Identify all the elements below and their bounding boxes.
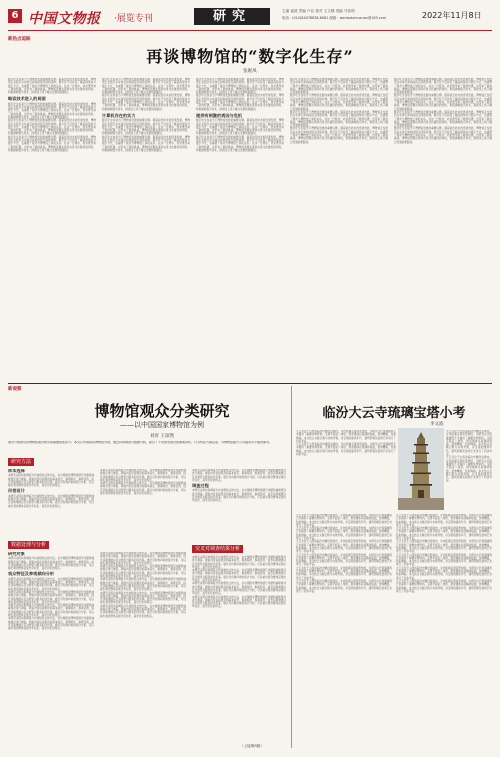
vertical-divider: [291, 386, 292, 748]
article2-col1: 样本选择 本研究采用问卷调查与访谈相结合的方法，在中国国家博物馆展厅内随机抽取观众进行调查。调查内容包括观众的基本信息、参观频次、参观目的、信息获取渠道以及对展览与服务的评价等。通过对有效问卷的统计分析，可以看出观众群体呈现出年轻化、高学历化的特点。 问卷设计 本研究采用问卷调查与访谈相结合的方法，在中国国家博物馆展厅内随机抽取观众进行调查。调查内容包括观众的基本信息、参观频次、参观目的、信息获取渠道以及对展览与服务的评价等。通过对有效问卷的统计分析，可以看出观众群体呈现出年轻化、高学历化的特点。: [8, 469, 94, 508]
article1-title: 再谈博物馆的“数字化生存”: [146, 47, 354, 66]
contact-line: 电话：(010)84078838-6081 邮箱：wenbotxmuzuan@163.com: [282, 16, 387, 20]
article2-title: 博物馆观众分类研究: [94, 402, 230, 420]
article1-col3: 数字化生存是当下博物馆发展的重要议题。随着信息技术的迅速发展，博物馆正在经历从实体空间向虚拟空间的延伸。数字化不仅改变了藏品的保存与展示方式，也重塑了观众与博物馆之间的关系。在这一过程中，技术既带来了新的机遇，也带来了新的挑战。博物馆需要在保持自身文化属性的同时，积极拥抱数字技术，探索线上线下融合发展的新路径。 数字化生存是当下博物馆发展的重要议题。随着信息技术的迅速发展，博物馆正在经历从实体空间向虚拟空间的延伸。数字化不仅改变了藏品的保存与展示方式，也重塑了观众与博物馆之间的关系。在这一过程中，技术既带来了新的机遇，也带来了新的挑战。博物馆需要在保持自身文化属性的同时，积极拥抱数字技术，探索线上线下融合发展的新路径。 提供有刺激的诱因与危机 数字化生存是当下博物馆发展的重要议题。随着信息技术的迅速发展，博物馆正在经历从实体空间向虚拟空间的延伸。数字化不仅改变了藏品的保存与展示方式，也重塑了观众与博物馆之间的关系。在这一过程中，技术既带来了新的机遇，也带来了新的挑战。博物馆需要在保持自身文化属性的同时，积极拥抱数字技术，探索线上线下融合发展的新路径。 数字化生存是当下博物馆发展的重要议题。随着信息技术的迅速发展，博物馆正在经历从实体空间向虚拟空间的延伸。数字化不仅改变了藏品的保存与展示方式，也重塑了观众与博物馆之间的关系。在这一过程中，技术既带来了新的机遇，也带来了新的挑战。博物馆需要在保持自身文化属性的同时，积极拥抱数字技术，探索线上线下融合发展的新路径。: [196, 78, 284, 152]
article2-sub-sample: 样本选择: [8, 469, 25, 473]
banner-text: 研究: [212, 9, 251, 24]
article2-col3: 本研究采用问卷调查与访谈相结合的方法，在中国国家博物馆展厅内随机抽取观众进行调查。调查内容包括观众的基本信息、参观频次、参观目的、信息获取渠道以及对展览与服务的评价等。通过对有效问卷的统计分析，可以看出观众群体呈现出年轻化、高学历化的特点。 调查过程 本研究采用问卷调查与访谈相结合的方法，在中国国家博物馆展厅内随机抽取观众进行调查。调查内容包括观众的基本信息、参观频次、参观目的、信息获取渠道以及对展览与服务的评价等。通过对有效问卷的统计分析，可以看出观众群体呈现出年轻化、高学历化的特点。: [192, 469, 286, 503]
article1-sub1: 略谈技术进入的局面: [8, 96, 46, 102]
editor-line: 主编 崔波 责编 卢弘 校对 王文娜 美编 马佳琪: [282, 9, 355, 13]
article1-col2: 数字化生存是当下博物馆发展的重要议题。随着信息技术的迅速发展，博物馆正在经历从实体空间向虚拟空间的延伸。数字化不仅改变了藏品的保存与展示方式，也重塑了观众与博物馆之间的关系。在这一过程中，技术既带来了新的机遇，也带来了新的挑战。博物馆需要在保持自身文化属性的同时，积极拥抱数字技术，探索线上线下融合发展的新路径。 数字化生存是当下博物馆发展的重要议题。随着信息技术的迅速发展，博物馆正在经历从实体空间向虚拟空间的延伸。数字化不仅改变了藏品的保存与展示方式，也重塑了观众与博物馆之间的关系。在这一过程中，技术既带来了新的机遇，也带来了新的挑战。博物馆需要在保持自身文化属性的同时，积极拥抱数字技术，探索线上线下融合发展的新路径。 计算机存在的实力 数字化生存是当下博物馆发展的重要议题。随着信息技术的迅速发展，博物馆正在经历从实体空间向虚拟空间的延伸。数字化不仅改变了藏品的保存与展示方式，也重塑了观众与博物馆之间的关系。在这一过程中，技术既带来了新的机遇，也带来了新的挑战。博物馆需要在保持自身文化属性的同时，积极拥抱数字技术，探索线上线下融合发展的新路径。 数字化生存是当下博物馆发展的重要议题。随着信息技术的迅速发展，博物馆正在经历从实体空间向虚拟空间的延伸。数字化不仅改变了藏品的保存与展示方式，也重塑了观众与博物馆之间的关系。在这一过程中，技术既带来了新的机遇，也带来了新的挑战。博物馆需要在保持自身文化属性的同时，积极拥抱数字技术，探索线上线下融合发展的新路径。: [102, 78, 190, 152]
article3-col3: 大云寺位于山西省临汾市襄汾县境内，寺内琉璃宝塔造型独特，为研究古代琉璃建筑艺术提供了重要实物资料。宝塔平面呈八角形，塔身通体以琉璃砖贴面，装饰精美，色彩绚丽。本文结合文献记载与实地考察，对宝塔的建造年代、建筑形制及装饰艺术进行了初步考证。 大云寺位于山西省临汾市襄汾县境内，寺内琉璃宝塔造型独特，为研究古代琉璃建筑艺术提供了重要实物资料。宝塔平面呈八角形，塔身通体以琉璃砖贴面，装饰精美，色彩绚丽。本文结合文献记载与实地考察，对宝塔的建造年代、建筑形制及装饰艺术进行了初步考证。 大云寺位于山西省临汾市襄汾县境内，寺内琉璃宝塔造型独特，为研究古代琉璃建筑艺术提供了重要实物资料。宝塔平面呈八角形，塔身通体以琉璃砖贴面，装饰精美，色彩绚丽。本文结合文献记载与实地考察，对宝塔的建造年代、建筑形制及装饰艺术进行了初步考证。 大云寺位于山西省临汾市襄汾县境内，寺内琉璃宝塔造型独特，为研究古代琉璃建筑艺术提供了重要实物资料。宝塔平面呈八角形，塔身通体以琉璃砖贴面，装饰精美，色彩绚丽。本文结合文献记载与实地考察，对宝塔的建造年代、建筑形制及装饰艺术进行了初步考证。 大云寺位于山西省临汾市襄汾县境内，寺内琉璃宝塔造型独特，为研究古代琉璃建筑艺术提供了重要实物资料。宝塔平面呈八角形，塔身通体以琉璃砖贴面，装饰精美，色彩绚丽。本文结合文献记载与实地考察，对宝塔的建造年代、建筑形制及装饰艺术进行了初步考证。 大云寺位于山西省临汾市襄汾县境内，寺内琉璃宝塔造型独特，为研究古代琉璃建筑艺术提供了重要实物资料。宝塔平面呈八角形，塔身通体以琉璃砖贴面，装饰精美，色彩绚丽。本文结合文献记载与实地考察，对宝塔的建造年代、建筑形制及装饰艺术进行了初步考证。: [296, 514, 392, 593]
article3-title: 临汾大云寺琉璃宝塔小考: [322, 406, 466, 421]
article2-sub-subjects: 研究对象: [8, 552, 25, 556]
banner: [194, 8, 270, 25]
article3-col4: 大云寺位于山西省临汾市襄汾县境内，寺内琉璃宝塔造型独特，为研究古代琉璃建筑艺术提供了重要实物资料。宝塔平面呈八角形，塔身通体以琉璃砖贴面，装饰精美，色彩绚丽。本文结合文献记载与实地考察，对宝塔的建造年代、建筑形制及装饰艺术进行了初步考证。 大云寺位于山西省临汾市襄汾县境内，寺内琉璃宝塔造型独特，为研究古代琉璃建筑艺术提供了重要实物资料。宝塔平面呈八角形，塔身通体以琉璃砖贴面，装饰精美，色彩绚丽。本文结合文献记载与实地考察，对宝塔的建造年代、建筑形制及装饰艺术进行了初步考证。 大云寺位于山西省临汾市襄汾县境内，寺内琉璃宝塔造型独特，为研究古代琉璃建筑艺术提供了重要实物资料。宝塔平面呈八角形，塔身通体以琉璃砖贴面，装饰精美，色彩绚丽。本文结合文献记载与实地考察，对宝塔的建造年代、建筑形制及装饰艺术进行了初步考证。 大云寺位于山西省临汾市襄汾县境内，寺内琉璃宝塔造型独特，为研究古代琉璃建筑艺术提供了重要实物资料。宝塔平面呈八角形，塔身通体以琉璃砖贴面，装饰精美，色彩绚丽。本文结合文献记载与实地考察，对宝塔的建造年代、建筑形制及装饰艺术进行了初步考证。 大云寺位于山西省临汾市襄汾县境内，寺内琉璃宝塔造型独特，为研究古代琉璃建筑艺术提供了重要实物资料。宝塔平面呈八角形，塔身通体以琉璃砖贴面，装饰精美，色彩绚丽。本文结合文献记载与实地考察，对宝塔的建造年代、建筑形制及装饰艺术进行了初步考证。 大云寺位于山西省临汾市襄汾县境内，寺内琉璃宝塔造型独特，为研究古代琉璃建筑艺术提供了重要实物资料。宝塔平面呈八角形，塔身通体以琉璃砖贴面，装饰精美，色彩绚丽。本文结合文献记载与实地考察，对宝塔的建造年代、建筑形制及装饰艺术进行了初步考证。: [396, 514, 492, 593]
article2-subtitle: ——以中国国家博物馆为例: [120, 421, 204, 429]
section-divider: [8, 383, 492, 384]
article2-section-methods: 研究方法: [8, 458, 34, 466]
article2-sub-process: 调查过程: [192, 483, 209, 489]
article2-author: 刘青 王琼然: [150, 434, 174, 439]
article2-kicker: 新观察: [8, 387, 22, 392]
article3-author: 李文波: [430, 422, 444, 427]
article1-author: 张妮凤: [243, 69, 257, 74]
article1-kicker: 新热点追踪: [8, 37, 31, 42]
article2-continued: （上接第8版）: [240, 744, 264, 748]
article2-section-analysis: 数据处理与分析: [8, 541, 49, 549]
header-rule: [8, 30, 492, 31]
article2-abstract: 观众分类研究是博物馆观众研究的重要组成部分。本文以中国国家博物馆为例，通过问卷调查与数据分析，探讨了不同类型观众的参观动机、行为特征与满意度，为博物馆提升公共服务水平提供参考。: [8, 441, 273, 444]
page-number: 6: [8, 9, 22, 23]
article2-col2: 本研究采用问卷调查与访谈相结合的方法，在中国国家博物馆展厅内随机抽取观众进行调查。调查内容包括观众的基本信息、参观频次、参观目的、信息获取渠道以及对展览与服务的评价等。通过对有效问卷的统计分析，可以看出观众群体呈现出年轻化、高学历化的特点。 本研究采用问卷调查与访谈相结合的方法，在中国国家博物馆展厅内随机抽取观众进行调查。调查内容包括观众的基本信息、参观频次、参观目的、信息获取渠道以及对展览与服务的评价等。通过对有效问卷的统计分析，可以看出观众群体呈现出年轻化、高学历化的特点。: [100, 469, 186, 496]
page-header: [8, 8, 492, 30]
section-tag: ·展览专刊: [114, 14, 153, 24]
article1-sub2: 计算机存在的实力: [102, 112, 136, 118]
pagoda-icon: [398, 428, 444, 510]
article1-sub3: 提供有刺激的诱因与危机: [196, 112, 243, 118]
pagoda-photo: [398, 428, 444, 510]
issue-date: 2022年11月8日: [422, 11, 482, 20]
article3-col2: 大云寺位于山西省临汾市襄汾县境内，寺内琉璃宝塔造型独特，为研究古代琉璃建筑艺术提供了重要实物资料。宝塔平面呈八角形，塔身通体以琉璃砖贴面，装饰精美，色彩绚丽。本文结合文献记载与实地考察，对宝塔的建造年代、建筑形制及装饰艺术进行了初步考证。 大云寺位于山西省临汾市襄汾县境内，寺内琉璃宝塔造型独特，为研究古代琉璃建筑艺术提供了重要实物资料。宝塔平面呈八角形，塔身通体以琉璃砖贴面，装饰精美，色彩绚丽。本文结合文献记载与实地考察，对宝塔的建造年代、建筑形制及装饰艺术进行了初步考证。: [446, 430, 492, 483]
masthead: 中国文物报: [28, 11, 101, 27]
article1-col1: 数字化生存是当下博物馆发展的重要议题。随着信息技术的迅速发展，博物馆正在经历从实体空间向虚拟空间的延伸。数字化不仅改变了藏品的保存与展示方式，也重塑了观众与博物馆之间的关系。在这一过程中，技术既带来了新的机遇，也带来了新的挑战。博物馆需要在保持自身文化属性的同时，积极拥抱数字技术，探索线上线下融合发展的新路径。 略谈技术进入的局面 数字化生存是当下博物馆发展的重要议题。随着信息技术的迅速发展，博物馆正在经历从实体空间向虚拟空间的延伸。数字化不仅改变了藏品的保存与展示方式，也重塑了观众与博物馆之间的关系。在这一过程中，技术既带来了新的机遇，也带来了新的挑战。博物馆需要在保持自身文化属性的同时，积极拥抱数字技术，探索线上线下融合发展的新路径。 数字化生存是当下博物馆发展的重要议题。随着信息技术的迅速发展，博物馆正在经历从实体空间向虚拟空间的延伸。数字化不仅改变了藏品的保存与展示方式，也重塑了观众与博物馆之间的关系。在这一过程中，技术既带来了新的机遇，也带来了新的挑战。博物馆需要在保持自身文化属性的同时，积极拥抱数字技术，探索线上线下融合发展的新路径。 数字化生存是当下博物馆发展的重要议题。随着信息技术的迅速发展，博物馆正在经历从实体空间向虚拟空间的延伸。数字化不仅改变了藏品的保存与展示方式，也重塑了观众与博物馆之间的关系。在这一过程中，技术既带来了新的机遇，也带来了新的挑战。博物馆需要在保持自身文化属性的同时，积极拥抱数字技术，探索线上线下融合发展的新路径。: [8, 78, 96, 152]
article2-col5: 本研究采用问卷调查与访谈相结合的方法，在中国国家博物馆展厅内随机抽取观众进行调查。调查内容包括观众的基本信息、参观频次、参观目的、信息获取渠道以及对展览与服务的评价等。通过对有效问卷的统计分析，可以看出观众群体呈现出年轻化、高学历化的特点。 本研究采用问卷调查与访谈相结合的方法，在中国国家博物馆展厅内随机抽取观众进行调查。调查内容包括观众的基本信息、参观频次、参观目的、信息获取渠道以及对展览与服务的评价等。通过对有效问卷的统计分析，可以看出观众群体呈现出年轻化、高学历化的特点。 本研究采用问卷调查与访谈相结合的方法，在中国国家博物馆展厅内随机抽取观众进行调查。调查内容包括观众的基本信息、参观频次、参观目的、信息获取渠道以及对展览与服务的评价等。通过对有效问卷的统计分析，可以看出观众群体呈现出年轻化、高学历化的特点。 本研究采用问卷调查与访谈相结合的方法，在中国国家博物馆展厅内随机抽取观众进行调查。调查内容包括观众的基本信息、参观频次、参观目的、信息获取渠道以及对展览与服务的评价等。通过对有效问卷的统计分析，可以看出观众群体呈现出年轻化、高学历化的特点。 本研究采用问卷调查与访谈相结合的方法，在中国国家博物馆展厅内随机抽取观众进行调查。调查内容包括观众的基本信息、参观频次、参观目的、信息获取渠道以及对展览与服务的评价等。通过对有效问卷的统计分析，可以看出观众群体呈现出年轻化、高学历化的特点。: [100, 552, 186, 618]
article2-col4: 研究对象 本研究采用问卷调查与访谈相结合的方法，在中国国家博物馆展厅内随机抽取观众进行调查。调查内容包括观众的基本信息、参观频次、参观目的、信息获取渠道以及对展览与服务的评价等。通过对有效问卷的统计分析，可以看出观众群体呈现出年轻化、高学历化的特点。 观众特征及参观倾向分析 本研究采用问卷调查与访谈相结合的方法，在中国国家博物馆展厅内随机抽取观众进行调查。调查内容包括观众的基本信息、参观频次、参观目的、信息获取渠道以及对展览与服务的评价等。通过对有效问卷的统计分析，可以看出观众群体呈现出年轻化、高学历化的特点。 本研究采用问卷调查与访谈相结合的方法，在中国国家博物馆展厅内随机抽取观众进行调查。调查内容包括观众的基本信息、参观频次、参观目的、信息获取渠道以及对展览与服务的评价等。通过对有效问卷的统计分析，可以看出观众群体呈现出年轻化、高学历化的特点。 本研究采用问卷调查与访谈相结合的方法，在中国国家博物馆展厅内随机抽取观众进行调查。调查内容包括观众的基本信息、参观频次、参观目的、信息获取渠道以及对展览与服务的评价等。通过对有效问卷的统计分析，可以看出观众群体呈现出年轻化、高学历化的特点。 本研究采用问卷调查与访谈相结合的方法，在中国国家博物馆展厅内随机抽取观众进行调查。调查内容包括观众的基本信息、参观频次、参观目的、信息获取渠道以及对展览与服务的评价等。通过对有效问卷的统计分析，可以看出观众群体呈现出年轻化、高学历化的特点。: [8, 552, 94, 631]
article2-sub-questionnaire: 问卷设计: [8, 488, 25, 494]
article2-sub-features: 观众特征及参观倾向分析: [8, 571, 55, 577]
article2-section-cross: 交叉对调查结果分析: [192, 545, 243, 553]
article3-col1: 大云寺位于山西省临汾市襄汾县境内，寺内琉璃宝塔造型独特，为研究古代琉璃建筑艺术提供了重要实物资料。宝塔平面呈八角形，塔身通体以琉璃砖贴面，装饰精美，色彩绚丽。本文结合文献记载与实地考察，对宝塔的建造年代、建筑形制及装饰艺术进行了初步考证。 大云寺位于山西省临汾市襄汾县境内，寺内琉璃宝塔造型独特，为研究古代琉璃建筑艺术提供了重要实物资料。宝塔平面呈八角形，塔身通体以琉璃砖贴面，装饰精美，色彩绚丽。本文结合文献记载与实地考察，对宝塔的建造年代、建筑形制及装饰艺术进行了初步考证。: [296, 430, 396, 457]
article1-col5: 数字化生存是当下博物馆发展的重要议题。随着信息技术的迅速发展，博物馆正在经历从实体空间向虚拟空间的延伸。数字化不仅改变了藏品的保存与展示方式，也重塑了观众与博物馆之间的关系。在这一过程中，技术既带来了新的机遇，也带来了新的挑战。博物馆需要在保持自身文化属性的同时，积极拥抱数字技术，探索线上线下融合发展的新路径。 数字化生存是当下博物馆发展的重要议题。随着信息技术的迅速发展，博物馆正在经历从实体空间向虚拟空间的延伸。数字化不仅改变了藏品的保存与展示方式，也重塑了观众与博物馆之间的关系。在这一过程中，技术既带来了新的机遇，也带来了新的挑战。博物馆需要在保持自身文化属性的同时，积极拥抱数字技术，探索线上线下融合发展的新路径。 数字化生存是当下博物馆发展的重要议题。随着信息技术的迅速发展，博物馆正在经历从实体空间向虚拟空间的延伸。数字化不仅改变了藏品的保存与展示方式，也重塑了观众与博物馆之间的关系。在这一过程中，技术既带来了新的机遇，也带来了新的挑战。博物馆需要在保持自身文化属性的同时，积极拥抱数字技术，探索线上线下融合发展的新路径。 数字化生存是当下博物馆发展的重要议题。随着信息技术的迅速发展，博物馆正在经历从实体空间向虚拟空间的延伸。数字化不仅改变了藏品的保存与展示方式，也重塑了观众与博物馆之间的关系。在这一过程中，技术既带来了新的机遇，也带来了新的挑战。博物馆需要在保持自身文化属性的同时，积极拥抱数字技术，探索线上线下融合发展的新路径。: [394, 78, 492, 144]
article2-col6: 交叉对调查结果分析 本研究采用问卷调查与访谈相结合的方法，在中国国家博物馆展厅内随机抽取观众进行调查。调查内容包括观众的基本信息、参观频次、参观目的、信息获取渠道以及对展览与服务的评价等。通过对有效问卷的统计分析，可以看出观众群体呈现出年轻化、高学历化的特点。 本研究采用问卷调查与访谈相结合的方法，在中国国家博物馆展厅内随机抽取观众进行调查。调查内容包括观众的基本信息、参观频次、参观目的、信息获取渠道以及对展览与服务的评价等。通过对有效问卷的统计分析，可以看出观众群体呈现出年轻化、高学历化的特点。 本研究采用问卷调查与访谈相结合的方法，在中国国家博物馆展厅内随机抽取观众进行调查。调查内容包括观众的基本信息、参观频次、参观目的、信息获取渠道以及对展览与服务的评价等。通过对有效问卷的统计分析，可以看出观众群体呈现出年轻化、高学历化的特点。 本研究采用问卷调查与访谈相结合的方法，在中国国家博物馆展厅内随机抽取观众进行调查。调查内容包括观众的基本信息、参观频次、参观目的、信息获取渠道以及对展览与服务的评价等。通过对有效问卷的统计分析，可以看出观众群体呈现出年轻化、高学历化的特点。: [192, 546, 286, 609]
article1-col4: 数字化生存是当下博物馆发展的重要议题。随着信息技术的迅速发展，博物馆正在经历从实体空间向虚拟空间的延伸。数字化不仅改变了藏品的保存与展示方式，也重塑了观众与博物馆之间的关系。在这一过程中，技术既带来了新的机遇，也带来了新的挑战。博物馆需要在保持自身文化属性的同时，积极拥抱数字技术，探索线上线下融合发展的新路径。 数字化生存是当下博物馆发展的重要议题。随着信息技术的迅速发展，博物馆正在经历从实体空间向虚拟空间的延伸。数字化不仅改变了藏品的保存与展示方式，也重塑了观众与博物馆之间的关系。在这一过程中，技术既带来了新的机遇，也带来了新的挑战。博物馆需要在保持自身文化属性的同时，积极拥抱数字技术，探索线上线下融合发展的新路径。 数字化生存是当下博物馆发展的重要议题。随着信息技术的迅速发展，博物馆正在经历从实体空间向虚拟空间的延伸。数字化不仅改变了藏品的保存与展示方式，也重塑了观众与博物馆之间的关系。在这一过程中，技术既带来了新的机遇，也带来了新的挑战。博物馆需要在保持自身文化属性的同时，积极拥抱数字技术，探索线上线下融合发展的新路径。 数字化生存是当下博物馆发展的重要议题。随着信息技术的迅速发展，博物馆正在经历从实体空间向虚拟空间的延伸。数字化不仅改变了藏品的保存与展示方式，也重塑了观众与博物馆之间的关系。在这一过程中，技术既带来了新的机遇，也带来了新的挑战。博物馆需要在保持自身文化属性的同时，积极拥抱数字技术，探索线上线下融合发展的新路径。: [290, 78, 388, 144]
